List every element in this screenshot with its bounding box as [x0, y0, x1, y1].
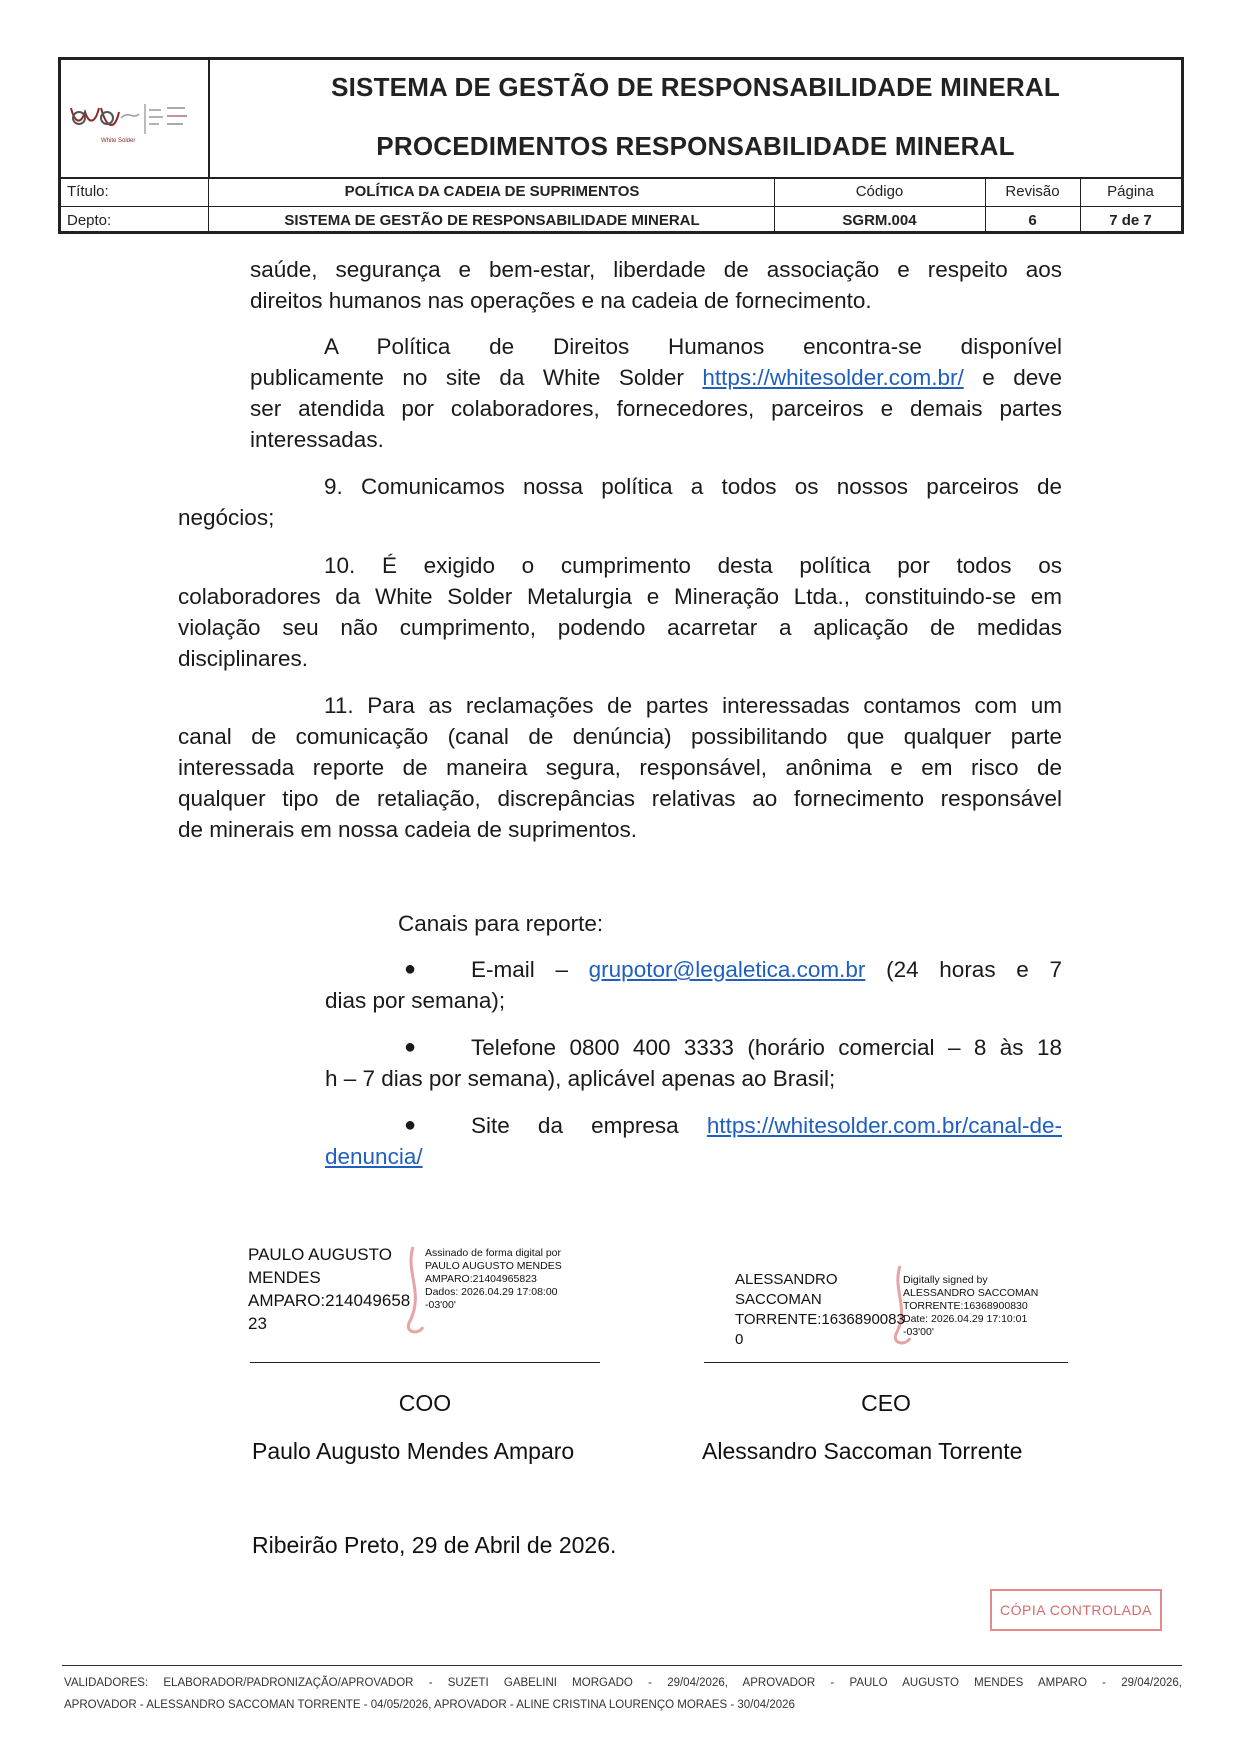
text-line: h – 7 dias por semana), aplicável apenas ao Brasil;: [325, 1066, 836, 1091]
text-fragment: (24 horas e 7: [865, 957, 1062, 982]
text-line: 10. É exigido o cumprimento desta política por todos os: [324, 553, 1062, 578]
right-role: CEO: [861, 1390, 911, 1416]
sig-name-line: ALESSANDRO: [735, 1271, 838, 1288]
sig-name-line: 0: [735, 1331, 744, 1348]
codigo-label: Código: [855, 183, 904, 200]
header-divider: [61, 177, 1181, 179]
bullet-icon: ●: [404, 958, 417, 980]
text-line: [325, 954, 1062, 985]
paragraph-item-9: [178, 471, 1062, 533]
text-line: dias por semana);: [325, 988, 506, 1013]
svg-text:White Solder: White Solder: [101, 138, 136, 144]
sig-name-line: SACCOMAN: [735, 1291, 822, 1308]
controlled-copy-stamp: CÓPIA CONTROLADA: [990, 1589, 1162, 1631]
report-channel-link-cont[interactable]: denuncia/: [325, 1144, 423, 1169]
bullet-icon: ●: [404, 1114, 417, 1136]
col-divider: [208, 177, 209, 231]
header-titles: [210, 60, 1181, 177]
right-person-name: Alessandro Saccoman Torrente: [702, 1438, 1023, 1464]
email-link[interactable]: grupotor@legaletica.com.br: [588, 957, 866, 982]
sig-name-line: 23: [248, 1314, 267, 1333]
left-person-name: Paulo Augusto Mendes Amparo: [252, 1438, 575, 1464]
report-channel-link[interactable]: https://whitesolder.com.br/canal-de-: [706, 1113, 1062, 1138]
channel-phone: [325, 1032, 1062, 1094]
text-line: interessada reporte de maneira segura, responsável, anônima e em risco de: [178, 755, 1062, 780]
sig-meta-line: PAULO AUGUSTO MENDES: [425, 1260, 562, 1272]
sig-meta-line: Digitally signed by: [903, 1274, 988, 1286]
text-line: disciplinares.: [178, 646, 309, 671]
text-line: [250, 362, 1062, 393]
right-signature-metadata: [903, 1274, 1038, 1339]
text-line: 11. Para as reclamações de partes interessadas contamos com um: [324, 693, 1062, 718]
signature-line: [250, 1362, 600, 1363]
sig-name-line: MENDES: [248, 1268, 321, 1287]
channel-email: [325, 954, 1062, 1016]
bullet-icon: ●: [404, 1036, 417, 1058]
text-line: de minerais em nossa cadeia de suprimentos.: [178, 817, 637, 842]
sig-meta-line: -03'00': [903, 1326, 934, 1338]
left-role: COO: [398, 1390, 452, 1416]
text-line: qualquer tipo de retaliação, discrepâncias relativas ao fornecimento responsável: [178, 786, 1062, 811]
sig-meta-line: Assinado de forma digital por: [425, 1247, 561, 1259]
website-link[interactable]: https://whitesolder.com.br/: [702, 365, 964, 390]
pagina-label: Página: [1107, 183, 1154, 200]
titulo-value: POLÍTICA DA CADEIA DE SUPRIMENTOS: [344, 183, 640, 200]
logo-cell: [61, 60, 210, 177]
sig-meta-line: TORRENTE:16368900830: [903, 1300, 1028, 1312]
text-line: interessadas.: [250, 427, 384, 452]
text-line: negócios;: [178, 505, 275, 530]
text-line: direitos humanos nas operações e na cadeia de fornecimento.: [250, 288, 872, 313]
text-line: [325, 1141, 1062, 1172]
system-title: SISTEMA DE GESTÃO DE RESPONSABILIDADE MINERAL: [331, 72, 1060, 102]
text-line: ser atendida por colaboradores, fornecedores, parceiros e demais partes: [250, 396, 1062, 421]
text-line: [325, 1110, 1062, 1141]
text-line: Telefone 0800 400 3333 (horário comercial – 8 às 18: [471, 1035, 1062, 1060]
paragraph-continuation: [250, 254, 1062, 316]
procedure-title: PROCEDIMENTOS RESPONSABILIDADE MINERAL: [376, 131, 1015, 161]
validators-footer: [64, 1672, 1182, 1716]
sig-meta-line: ALESSANDRO SACCOMAN: [903, 1287, 1039, 1299]
revisao-label: Revisão: [1005, 183, 1060, 200]
depto-value: SISTEMA DE GESTÃO DE RESPONSABILIDADE MINERAL: [284, 212, 700, 229]
place-date: Ribeirão Preto, 29 de Abril de 2026.: [252, 1532, 617, 1558]
sig-meta-line: Dados: 2026.04.29 17:08:00: [425, 1286, 558, 1298]
footer-divider: [62, 1665, 1182, 1666]
text-fragment: E-mail –: [471, 957, 589, 982]
left-signature-metadata: [425, 1247, 562, 1312]
sig-meta-line: AMPARO:21404965823: [425, 1273, 537, 1285]
sig-name-line: TORRENTE:1636890083: [735, 1311, 905, 1328]
signature-line: [704, 1362, 1068, 1363]
text-fragment: Site da empresa: [471, 1113, 707, 1138]
sig-meta-line: -03'00': [425, 1299, 456, 1311]
text-line: 9. Comunicamos nossa política a todos os nossos parceiros de: [324, 474, 1062, 499]
sig-name-line: PAULO AUGUSTO: [248, 1245, 392, 1264]
footer-line: VALIDADORES: ELABORADOR/PADRONIZAÇÃO/APROVADOR - SUZETI GABELINI MORGADO - 29/04/2026, APROVADOR - PAULO AUGUSTO MENDES AMPARO - 29/04/2026,: [64, 1677, 1182, 1689]
document-header: [58, 57, 1184, 234]
text-fragment: publicamente no site da White Solder: [250, 365, 703, 390]
right-signer-name: [735, 1270, 905, 1350]
paragraph-human-rights: [250, 331, 1062, 455]
text-line: colaboradores da White Solder Metalurgia e Mineração Ltda., constituindo-se em: [178, 584, 1062, 609]
text-line: saúde, segurança e bem-estar, liberdade de associação e respeito aos: [250, 257, 1062, 282]
pagina-value: 7 de 7: [1109, 212, 1152, 229]
paragraph-item-11: [178, 690, 1062, 845]
channels-heading: Canais para reporte:: [398, 911, 604, 936]
header-row-divider: [61, 206, 1181, 207]
text-line: canal de comunicação (canal de denúncia) possibilitando que qualquer parte: [178, 724, 1062, 749]
text-line: A Política de Direitos Humanos encontra-se disponível: [324, 334, 1062, 359]
company-logo: [67, 90, 203, 146]
channel-site: [325, 1110, 1062, 1172]
sig-meta-line: Date: 2026.04.29 17:10:01: [903, 1313, 1028, 1325]
paragraph-item-10: [178, 550, 1062, 674]
text-line: violação seu não cumprimento, podendo acarretar a aplicação de medidas: [178, 615, 1062, 640]
sig-name-line: AMPARO:214049658: [248, 1291, 411, 1310]
titulo-label: Título:: [67, 183, 109, 200]
text-fragment: e deve: [963, 365, 1063, 390]
codigo-value: SGRM.004: [842, 212, 917, 229]
footer-line: APROVADOR - ALESSANDRO SACCOMAN TORRENTE - 04/05/2026, APROVADOR - ALINE CRISTINA LOURENÇO MORAES - 30/04/2026: [64, 1699, 795, 1711]
depto-label: Depto:: [67, 212, 112, 229]
left-signer-name: [248, 1243, 410, 1335]
revisao-value: 6: [1028, 212, 1037, 229]
